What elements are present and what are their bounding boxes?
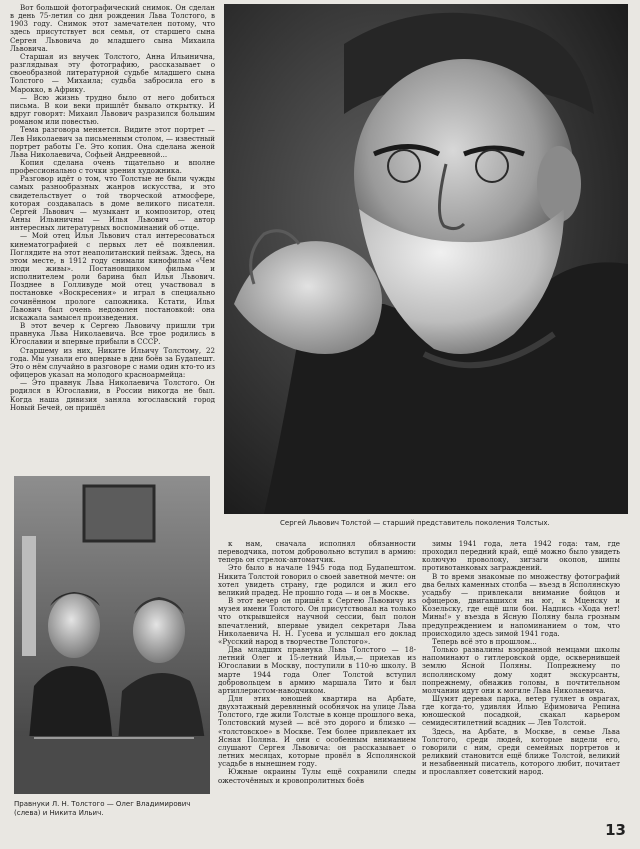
paragraph: Южные окраины Тулы ещё сохранили следы ожесточённых и кровопролитных боёв: [218, 767, 416, 785]
paragraph: Вот большой фотографический снимок. Он сделан в день 75-летия со дня рождения Льва Толстого, в 1903 году. Снимок этот замечателен потому, что здесь присутствует вся семья, от старшего сына Сергея Львовича до младшего сына Михаила Львовича.: [10, 4, 215, 53]
paragraph: Старшая из внучек Толстого, Анна Ильинична, разглядывая эту фотографию, рассказывает о своеобразной литературной судьбе младшего сына Толстого — Михаила; судьба забросила его в Марокко, в Африку.: [10, 51, 215, 94]
paragraph: В этот вечер к Сергею Львовичу пришли три правнука Льва Николаевича. Все трое родились в Югославии и впервые прибыли в СССР.: [10, 321, 215, 347]
paragraph: Для этих юношей квартира на Арбате, двухэтажный деревянный особнячок на улице Льва Толстого, где жили Толстые в конце прошлого века, Толстовский музей — всё это дорого и близко — «толстовское» в Москве. Тем более привлекает их Ясная Поляна. И они с особенным вниманием слушают Сергея Львовича: он рассказывает о летних месяцах, которые провёл в Ясполянской усадьбе в нынешнем году.: [218, 693, 416, 769]
article-column-1: [10, 4, 215, 472]
paragraph: Здесь, на Арбате, в Москве, в семье Льва Толстого, среди людей, которые видели его, говорили с ним, среди семейных портретов и реликвий становится ещё ближе Толстой, великий и незабвенный писатель, которого любит, почитает и прославляет советский народ.: [422, 726, 620, 777]
paragraph: Тема разговора меняется. Видите этот портрет — Лев Николаевич за письменным столом, — известный портрет работы Ге. Это копия. Она сделана женой Льва Николаевича, Софьей Андреевной...: [10, 125, 215, 159]
paragraph: Два младших правнука Льва Толстого — 18-летний Олег и 15-летний Илья,— приехав из Югославии в Москву, поступили в 110-ю школу. В марте 1944 года Олег Толстой вступил добровольцем в армию маршала Тито и был артиллеристом-наводчиком.: [218, 645, 416, 695]
paragraph: зимы 1941 года, лета 1942 года: там, где проходил передний край, ещё можно было увидеть колючую проволоку, зигзаги окопов, шипы противотанковых заграждений.: [422, 540, 620, 573]
paragraph: Разговор идёт о том, что Толстые не были чужды самых разнообразных жанров искусства, и это свидетельствует о той творческой атмосфере, которая создавалась в доме великого писателя. Сергей Львович — музыкант и композитор, отец Анны Ильиничны — Илья Львович — автор интересных литературных воспоминаний об отце.: [10, 174, 215, 233]
paragraph: — Это правнук Льва Николаевича Толстого. Он родился в Югославии, в России никогда не был. Когда наша дивизия заняла югославский город Новый Бечей, он пришёл: [10, 378, 215, 412]
paragraph: — Мой отец Илья Львович стал интересоваться кинематографией с первых лет её появления. Поглядите на этот неаполитанский пейзаж. Здесь, на этом месте, в 1912 году снимали кинофильм «Чем люди живы». Постановщиком фильма и исполнителем роли барина был Илья Львович. Позднее в Голливуде мой отец участвовал в постановке «Воскресения» и играл в специально сочинённом прологе сапожника. Кстати, Илья Львович был очень недоволен постановкой: она искажала замысел произведения.: [10, 231, 215, 322]
article-column-3: [422, 540, 620, 840]
main-photo-caption: Сергей Львович Толстой — старший представитель поколения Толстых.: [280, 519, 550, 527]
paragraph: Старшему из них, Никите Ильичу Толстому, 22 года. Мы узнали его впервые в дни боёв за Будапешт. Это о нём случайно в разговоре с нами один кто-то из офицеров указал на молодого красноармейца:: [10, 345, 215, 380]
paragraph: Шумят деревья парка, ветер гуляет в оврагах, где когда-то, удивляя Илью Ефимовича Репина юношеской посадкой, скакал карьером семидесятилетний всадник — Лев Толстой.: [422, 693, 620, 728]
group-photo-caption: Правнуки Л. Н. Толстого — Олег Владимирович (слева) и Никита Ильич.: [14, 800, 191, 817]
page-number: 13: [605, 821, 626, 839]
paragraph: Теперь всё это в прошлом...: [432, 636, 537, 646]
paragraph: — Всю жизнь трудно было от него добиться письма. В кои веки пришлёт бывало открытку. И вдруг говорят: Михаил Львович разразился большим романом или повестью.: [10, 92, 215, 127]
portrait-photo-sergei-tolstoy: [224, 4, 628, 514]
paragraph: Только развалины взорванной немцами школы напоминают о гитлеровской орде, осквернившей землю Ясной Поляны. Попрежнему по ясполянскому дому ходят экскурсанты, попрежнему, обнажив головы, в почтительном молчании идут они к могиле Льва Николаевича.: [422, 645, 620, 695]
article-column-2: [218, 540, 416, 840]
paragraph: В этот вечер он пришёл к Сергею Львовичу из музея имени Толстого. Он присутствовал на только что открывшейся научной сессии, был полон впечатлений, впервые увидел секретаря Льва Николаевича Н. Н. Гусева и услышал его доклад «Русский народ в творчестве Толстого».: [218, 596, 416, 646]
paragraph: Это было в начале 1945 года под Будапештом. Никита Толстой говорил о своей заветной мечте: он хотел увидеть страну, где родился и жил его великий прадед. Не прошло года — и он в Москве.: [218, 563, 416, 597]
paragraph: к нам, сначала исполнял обязанности переводчика, потом добровольно вступил в армию: теперь он стрелок-автоматчик.: [218, 540, 416, 565]
paragraph: Копия сделана очень тщательно и вполне профессионально с точки зрения художника.: [10, 157, 215, 176]
paragraph: В то время знакомые по множеству фотографий два белых каменных столба — въезд в Ясполянскую усадьбу — привлекали внимание бойцов и офицеров, двигавшихся на юг, к Мценску и Козельску, где ещё шли бои. Надпись «Хода нет! Мины!» у въезда в Ясную Поляну была грозным предупреждением и напоминанием о том, что происходило здесь зимой 1941 года.: [422, 571, 620, 638]
group-photo-great-grandsons: [14, 476, 210, 794]
